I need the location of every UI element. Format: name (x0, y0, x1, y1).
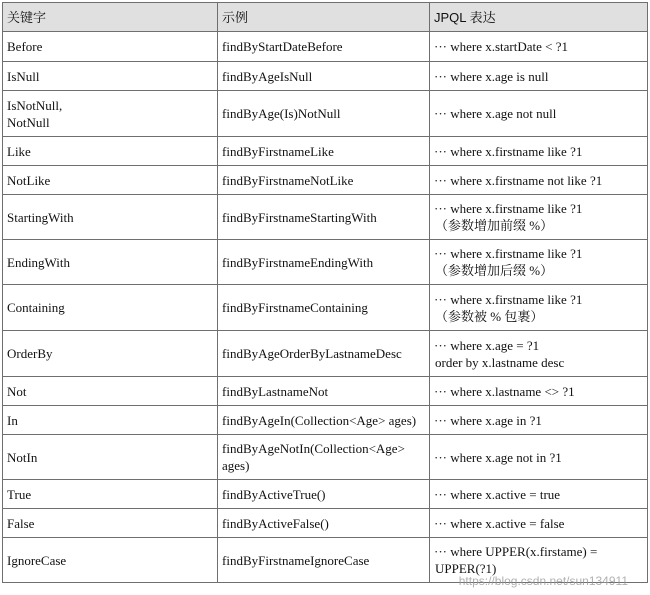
table-row (3, 166, 648, 195)
cell-keyword (3, 480, 218, 509)
cell-jpql (430, 166, 648, 195)
header-jpql: JPQL 表达 (430, 3, 648, 32)
table-row (3, 377, 648, 406)
cell-jpql-line: UPPER(?1) (435, 561, 497, 576)
cell-keyword-line: EndingWith (7, 254, 71, 270)
table-row (3, 406, 648, 435)
cell-example (218, 377, 430, 406)
cell-example-line: findByFirstnameNotLike (222, 172, 354, 188)
cell-example-line: ages) (222, 458, 250, 473)
cell-jpql (430, 32, 648, 62)
cell-example (218, 285, 430, 331)
cell-jpql-line: （参数被 % 包裹） (435, 308, 544, 324)
cell-example (218, 480, 430, 509)
cell-keyword (3, 91, 218, 137)
cell-keyword (3, 195, 218, 240)
cell-keyword-line: StartingWith (7, 209, 74, 225)
cell-jpql (430, 480, 648, 509)
cell-example-line: findByFirstnameStartingWith (222, 209, 377, 225)
cell-example-line: findByFirstnameEndingWith (222, 254, 374, 270)
cell-keyword (3, 285, 218, 331)
cell-example (218, 435, 430, 480)
cell-example-line: findByLastnameNot (222, 383, 329, 399)
cell-example-line: findByAgeIsNull (222, 68, 313, 84)
watermark: https://blog.csdn.net/sun134911 (458, 574, 628, 588)
cell-keyword-line: Containing (7, 300, 65, 315)
keyword-table (2, 2, 648, 583)
cell-keyword (3, 377, 218, 406)
cell-jpql (430, 435, 648, 480)
cell-example-line: findByFirstnameLike (222, 143, 334, 159)
header-keyword: 关键字 (3, 3, 218, 32)
table-row (3, 62, 648, 91)
cell-jpql-line: ··· where UPPER(x.firstame) = (434, 544, 598, 559)
cell-keyword-line: True (7, 486, 32, 502)
table-row (3, 285, 648, 331)
cell-example (218, 331, 430, 377)
cell-example-line: findByStartDateBefore (222, 39, 343, 54)
cell-example (218, 406, 430, 435)
cell-example-line: findByActiveTrue() (222, 486, 326, 502)
table-row (3, 240, 648, 285)
table-row (3, 195, 648, 240)
cell-jpql (430, 285, 648, 331)
table-row (3, 331, 648, 377)
cell-keyword (3, 435, 218, 480)
header-example: 示例 (218, 3, 430, 32)
cell-jpql (430, 240, 648, 285)
cell-jpql (430, 62, 648, 91)
cell-keyword (3, 62, 218, 91)
cell-keyword-line: OrderBy (7, 346, 53, 361)
cell-jpql (430, 195, 648, 240)
cell-jpql-line: ··· where x.active = true (434, 486, 561, 502)
cell-keyword-line: Not (7, 383, 27, 399)
cell-jpql-line: ··· where x.firstname like ?1 (434, 201, 583, 216)
cell-jpql-line: ··· where x.startDate < ?1 (434, 39, 569, 54)
cell-keyword-line: Like (7, 143, 31, 159)
table-row (3, 480, 648, 509)
cell-jpql (430, 331, 648, 377)
cell-example-line: findByActiveFalse() (222, 515, 329, 531)
cell-jpql (430, 91, 648, 137)
cell-example (218, 137, 430, 166)
cell-jpql-line: ··· where x.age is null (434, 68, 549, 84)
table-row (3, 32, 648, 62)
cell-jpql-line: （参数增加后缀 %） (435, 263, 554, 278)
cell-keyword-line: IgnoreCase (7, 552, 67, 568)
cell-jpql-line: ··· where x.age not null (434, 106, 557, 121)
cell-keyword-line: False (7, 515, 35, 531)
cell-keyword (3, 331, 218, 377)
cell-example (218, 166, 430, 195)
table-row (3, 137, 648, 166)
cell-jpql-line: ··· where x.firstname not like ?1 (434, 172, 603, 188)
cell-jpql-line: ··· where x.firstname like ?1 (434, 291, 583, 307)
cell-example (218, 62, 430, 91)
cell-example (218, 195, 430, 240)
cell-keyword-line: Before (7, 39, 43, 54)
cell-example-line: findByAgeIn(Collection<Age> ages) (222, 412, 417, 428)
cell-keyword (3, 166, 218, 195)
cell-example-line: findByFirstnameIgnoreCase (222, 552, 370, 568)
cell-jpql (430, 406, 648, 435)
cell-example (218, 32, 430, 62)
cell-keyword (3, 406, 218, 435)
cell-jpql (430, 137, 648, 166)
cell-keyword (3, 32, 218, 62)
cell-jpql (430, 509, 648, 538)
cell-keyword (3, 509, 218, 538)
cell-example (218, 91, 430, 137)
table-row (3, 435, 648, 480)
cell-jpql-line: ··· where x.age not in ?1 (434, 449, 562, 465)
cell-jpql-line: ··· where x.lastname <> ?1 (434, 383, 575, 399)
cell-keyword (3, 137, 218, 166)
cell-example (218, 538, 430, 583)
cell-keyword-line: IsNull (7, 68, 40, 84)
cell-keyword (3, 538, 218, 583)
cell-jpql-line: ··· where x.active = false (434, 515, 565, 531)
cell-example (218, 240, 430, 285)
cell-keyword-line: IsNotNull, (7, 97, 63, 113)
cell-example-line: findByAge(Is)NotNull (222, 106, 341, 121)
table-row (3, 91, 648, 137)
cell-jpql-line: ··· where x.age = ?1 (434, 337, 540, 353)
cell-jpql-line: ··· where x.firstname like ?1 (434, 246, 583, 261)
cell-keyword-line: NotLike (7, 172, 51, 188)
cell-example-line: findByFirstnameContaining (222, 300, 368, 315)
cell-keyword-line: NotIn (7, 449, 38, 465)
cell-example-line: findByAgeOrderByLastnameDesc (222, 346, 402, 361)
cell-example (218, 509, 430, 538)
cell-jpql-line: ··· where x.age in ?1 (434, 412, 542, 428)
table-row (3, 509, 648, 538)
cell-example-line: findByAgeNotIn(Collection<Age> (222, 441, 405, 456)
cell-keyword (3, 240, 218, 285)
cell-keyword-line: NotNull (7, 114, 50, 130)
cell-jpql-line: （参数增加前缀 %） (435, 218, 554, 233)
cell-jpql-line: ··· where x.firstname like ?1 (434, 143, 583, 159)
cell-jpql (430, 377, 648, 406)
cell-keyword-line: In (7, 412, 18, 428)
header-row (3, 3, 648, 32)
cell-jpql-line: order by x.lastname desc (435, 354, 565, 370)
